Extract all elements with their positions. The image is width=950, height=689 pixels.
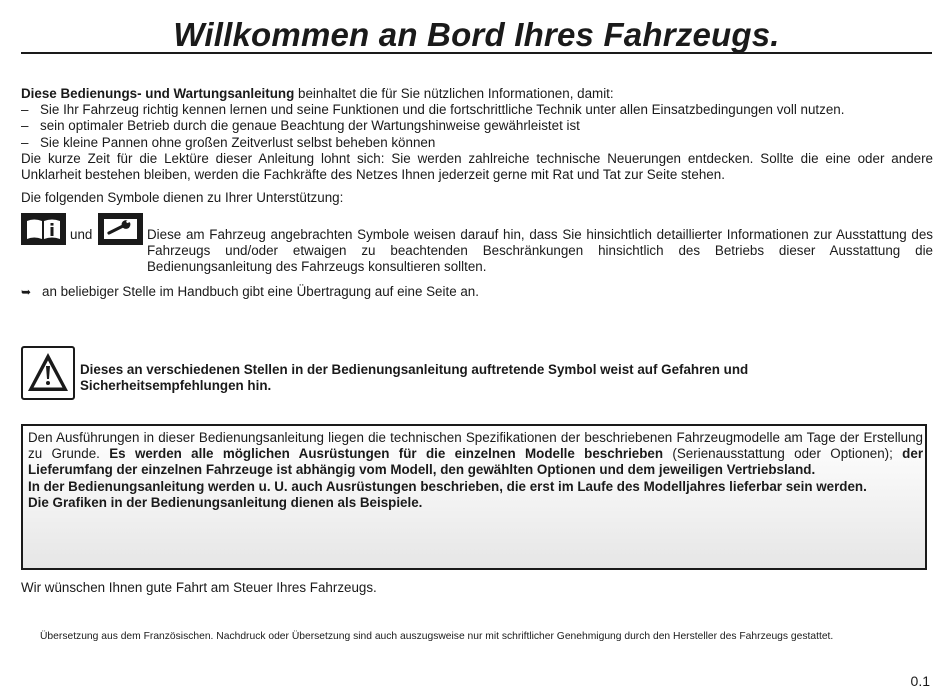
notice-part-bold: Die Grafiken in der Bedienungsanleitung dienen als Beispiele. — [28, 494, 423, 510]
notice-part-bold: der Lieferumfang der einzelnen Fahrzeuge ist abhängig vom Modell, den gewählten Optionen und dem jeweiligen Vertriebsland. — [28, 446, 924, 478]
symbols-connector: und — [70, 227, 93, 242]
intro-lead — [21, 86, 933, 102]
warning-triangle-icon — [21, 346, 75, 400]
symbols-row — [21, 213, 933, 279]
notice-part: Den Ausführungen in dieser Bedienungsanleitung liegen die technischen Spezifikationen der beschriebenen Fahrzeugmodelle am Tage der Erstellung zu Grunde. — [28, 430, 923, 462]
list-item: – Sie kleine Pannen ohne großen Zeitverlust selbst beheben können — [21, 134, 436, 150]
footnote: Übersetzung aus dem Französischen. Nachdruck oder Übersetzung sind auch auszugsweise nur mit schriftlicher Genehmigung durch den Hersteller des Fahrzeugs gestattet. — [40, 631, 834, 642]
list-item: – Sie Ihr Fahrzeug richtig kennen lernen und seine Funktionen und die fortschrittliche Technik unter allen Einsatzbedingungen voll nutzen. — [21, 102, 845, 118]
wrench-icon — [98, 213, 143, 245]
intro-closing: Die kurze Zeit für die Lektüre dieser Anleitung lohnt sich: Sie werden zahlreiche technische Neuerungen entdecken. Sollte die eine oder andere Unklarheit bestehen bleiben, werden die Fachkräfte des Netzes Ihnen jederzeit gerne mit Rat und Tat zur Seite stehen. — [21, 150, 933, 183]
page-number: 0.1 — [910, 673, 930, 689]
arrow-icon: ➥ — [21, 285, 32, 299]
page-title: Willkommen an Bord Ihres Fahrzeugs. — [21, 14, 932, 54]
symbols-intro: Die folgenden Symbole dienen zu Ihrer Unterstützung: — [21, 190, 344, 205]
list-item-text: Sie Ihr Fahrzeug richtig kennen lernen und seine Funktionen und die fortschrittliche Technik unter allen Einsatzbedingungen voll nutzen. — [40, 102, 845, 118]
intro-section — [21, 86, 933, 183]
book-info-icon — [21, 213, 66, 245]
list-item: – sein optimaler Betrieb durch die genaue Beachtung der Wartungshinweise gewährleistet ist — [21, 118, 580, 134]
farewell-text: Wir wünschen Ihnen gute Fahrt am Steuer Ihres Fahrzeugs. — [21, 580, 377, 595]
notice-part-bold: In der Bedienungsanleitung werden u. U. auch Ausrüstungen beschrieben, die erst im Laufe des Modelljahres lieferbar sein werden. — [28, 478, 867, 494]
list-item-text: Sie kleine Pannen ohne großen Zeitverlust selbst beheben können — [40, 134, 436, 150]
cross-reference-text: an beliebiger Stelle im Handbuch gibt eine Übertragung auf eine Seite an. — [42, 284, 479, 299]
notice-box — [21, 424, 927, 570]
intro-lead-rest: beinhaltet die für Sie nützlichen Informationen, damit: — [294, 86, 614, 101]
warning-text: Dieses an verschiedenen Stellen in der Bedienungsanleitung auftretende Symbol weist auf Gefahren und Sicherheitsempfehlungen hin. — [80, 362, 749, 394]
notice-text — [28, 430, 923, 511]
list-item-text: sein optimaler Betrieb durch die genaue Beachtung der Wartungshinweise gewährleistet ist — [40, 118, 580, 134]
intro-lead-bold: Diese Bedienungs- und Wartungsanleitung — [21, 86, 295, 101]
cross-reference — [21, 284, 933, 300]
symbols-description: Diese am Fahrzeug angebrachten Symbole weisen darauf hin, dass Sie hinsichtlich detaillierter Informationen zur Ausstattung des Fahrzeugs und/oder etwaigen zu beachtenden Beschränkungen hinsichtlich des Betriebs dieser Ausstattung die Bedienungsanleitung des Fahrzeugs konsultieren sollten. — [147, 227, 933, 275]
notice-part: (Serienausstattung oder Optionen); — [663, 446, 893, 462]
notice-part-bold: Es werden alle möglichen Ausrüstungen für die einzelnen Modelle beschrieben — [109, 446, 664, 462]
